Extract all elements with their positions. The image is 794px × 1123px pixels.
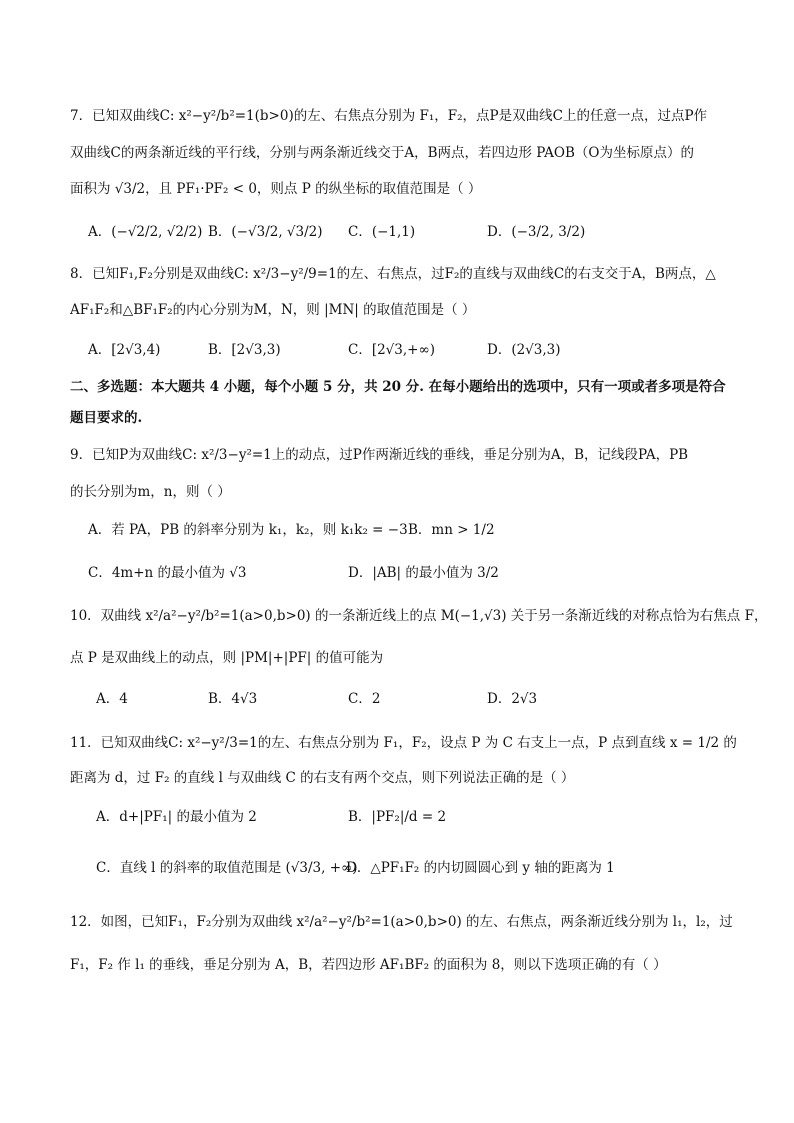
q11-option-a: A．d+|PF₁| 的最小值为 2: [96, 809, 257, 825]
q11-option-d: D．△PF₁F₂ 的内切圆圆心到 y 轴的距离为 1: [346, 860, 615, 876]
q9-option-c: C．4m+n 的最小值为 √3: [88, 565, 247, 581]
q11-line-2: 距离为 d，过 F₂ 的直线 l 与双曲线 C 的右支有两个交点，则下列说法正确的是（ ）: [70, 770, 575, 786]
q7-option-b: B．(−√3/2, √3/2): [208, 224, 323, 240]
q8-option-a: A．[2√3,4): [88, 342, 161, 358]
section-2-heading: 二、多选题：本大题共 4 小题，每个小题 5 分，共 20 分. 在每小题给出的选项中，只有一项或者多项是符合: [70, 379, 726, 395]
q10-option-d: D．2√3: [487, 691, 538, 707]
q8-line-1: 8．已知F₁,F₂分别是双曲线C: x²/3−y²/9=1的左、右焦点，过F₂的直线与双曲线C的右支交于A，B两点，△: [70, 266, 716, 282]
q11-option-b: B．|PF₂|/d = 2: [348, 809, 447, 825]
q10-option-c: C．2: [348, 691, 381, 707]
q7-option-c: C．(−1,1): [348, 224, 416, 240]
q8-option-d: D．(2√3,3): [487, 342, 561, 358]
q7-option-d: D．(−3/2, 3/2): [487, 224, 586, 240]
q10-option-b: B．4√3: [208, 691, 258, 707]
q10-option-a: A．4: [96, 691, 128, 707]
q10-line-1: 10．双曲线 x²/a²−y²/b²=1(a>0,b>0) 的一条渐近线上的点 M(−1,√3) 关于另一条渐近线的对称点恰为右焦点 F，: [70, 608, 768, 624]
q12-line-2: F₁，F₂ 作 l₁ 的垂线，垂足分别为 A，B，若四边形 AF₁BF₂ 的面积为 8，则以下选项正确的有（ ）: [70, 957, 667, 973]
q8-line-2: AF₁F₂和△BF₁F₂的内心分别为M，N，则 |MN| 的取值范围是（ ）: [70, 302, 476, 318]
q7-option-a: A．(−√2/2, √2/2): [88, 224, 203, 240]
q11-line-1: 11．已知双曲线C: x²−y²/3=1的左、右焦点分别为 F₁，F₂，设点 P 为 C 右支上一点，P 点到直线 x = 1/2 的: [70, 735, 737, 751]
section-2-heading-cont: 题目要求的.: [70, 410, 143, 426]
q7-line-3: 面积为 √3/2，且 PF₁·PF₂ < 0，则点 P 的纵坐标的取值范围是（ ）: [70, 181, 482, 197]
q9-option-d: D．|AB| 的最小值为 3/2: [348, 565, 499, 581]
q7-line-1: 7．已知双曲线C: x²−y²/b²=1(b>0)的左、右焦点分别为 F₁，F₂，点P是双曲线C上的任意一点，过点P作: [70, 108, 708, 124]
q11-option-c: C．直线 l 的斜率的取值范围是 (√3/3, +∞): [96, 860, 358, 876]
q8-option-b: B．[2√3,3): [208, 342, 281, 358]
q10-line-2: 点 P 是双曲线上的动点，则 |PM|+|PF| 的值可能为: [70, 650, 384, 666]
q9-option-b: B．mn > 1/2: [408, 522, 495, 538]
q9-option-a: A．若 PA，PB 的斜率分别为 k₁，k₂，则 k₁k₂ = −3: [88, 522, 408, 538]
q9-line-2: 的长分别为m，n，则（ ）: [70, 484, 231, 500]
q9-line-1: 9．已知P为双曲线C: x²/3−y²=1上的动点，过P作两渐近线的垂线，垂足分别为A，B，记线段PA，PB: [70, 447, 689, 463]
q8-option-c: C．[2√3,+∞): [348, 342, 435, 358]
q7-line-2: 双曲线C的两条渐近线的平行线，分别与两条渐近线交于A，B两点，若四边形 PAOB（O为坐标原点）的: [70, 145, 694, 161]
q12-line-1: 12．如图，已知F₁，F₂分别为双曲线 x²/a²−y²/b²=1(a>0,b>0) 的左、右焦点，两条渐近线分别为 l₁，l₂，过: [70, 914, 733, 930]
